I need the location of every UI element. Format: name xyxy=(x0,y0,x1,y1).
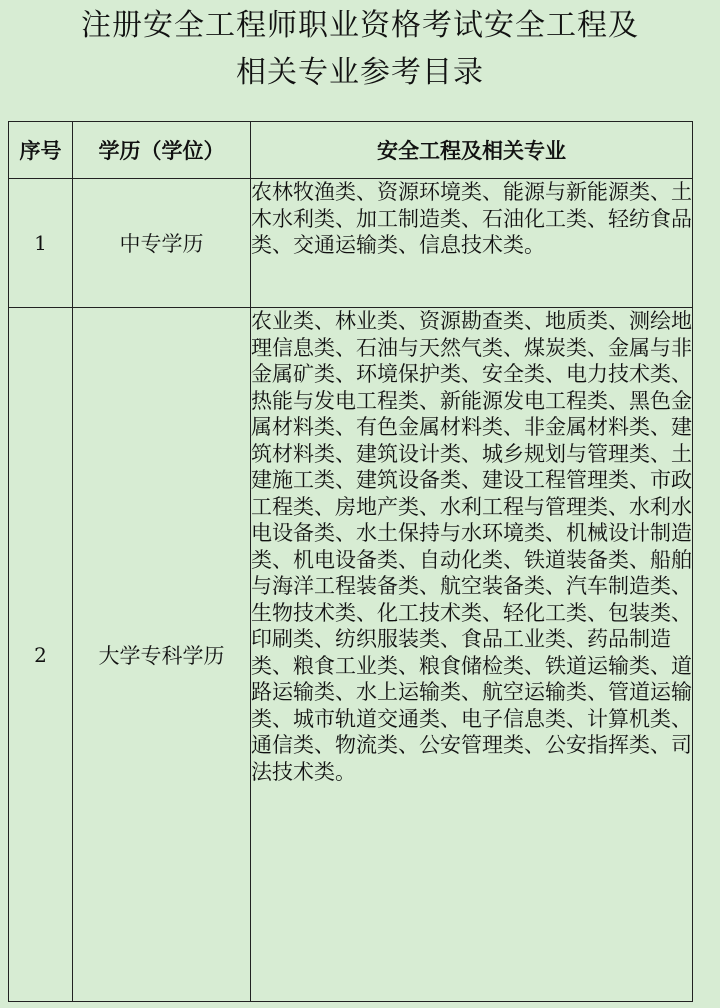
row-education: 大学专科学历 xyxy=(73,308,251,1002)
row-number: 1 xyxy=(9,179,73,308)
title-line-2: 相关专业参考目录 xyxy=(236,55,484,90)
table-row xyxy=(9,179,693,308)
table-header-row xyxy=(9,122,693,179)
row-majors: 农林牧渔类、资源环境类、能源与新能源类、土木水利类、加工制造类、石油化工类、轻纺食品类、交通运输类、信息技术类。 xyxy=(251,179,693,308)
row-number: 2 xyxy=(9,308,73,1002)
header-majors: 安全工程及相关专业 xyxy=(251,122,693,179)
header-number: 序号 xyxy=(9,122,73,179)
row-majors: 农业类、林业类、资源勘查类、地质类、测绘地理信息类、石油与天然气类、煤炭类、金属与非金属矿类、环境保护类、安全类、电力技术类、热能与发电工程类、新能源发电工程类、黑色金属材料类、有色金属材料类、非金属材料类、建筑材料类、建筑设计类、城乡规划与管理类、土建施工类、建筑设备类、建设工程管理类、市政工程类、房地产类、水利工程与管理类、水利水电设备类、水土保持与水环境类、机械设计制造类、机电设备类、自动化类、铁道装备类、船舶与海洋工程装备类、航空装备类、汽车制造类、生物技术类、化工技术类、轻化工类、包装类、印刷类、纺织服装类、食品工业类、药品制造类、粮食工业类、粮食储检类、铁道运输类、道路运输类、水上运输类、航空运输类、管道运输类、城市轨道交通类、电子信息类、计算机类、通信类、物流类、公安管理类、公安指挥类、司法技术类。 xyxy=(251,308,693,1002)
row-education: 中专学历 xyxy=(73,179,251,308)
table-row xyxy=(9,308,693,1002)
header-education: 学历（学位） xyxy=(73,122,251,179)
major-catalog-table xyxy=(8,121,693,1002)
title-line-1: 注册安全工程师职业资格考试安全工程及 xyxy=(81,8,639,43)
document-title xyxy=(0,2,720,96)
